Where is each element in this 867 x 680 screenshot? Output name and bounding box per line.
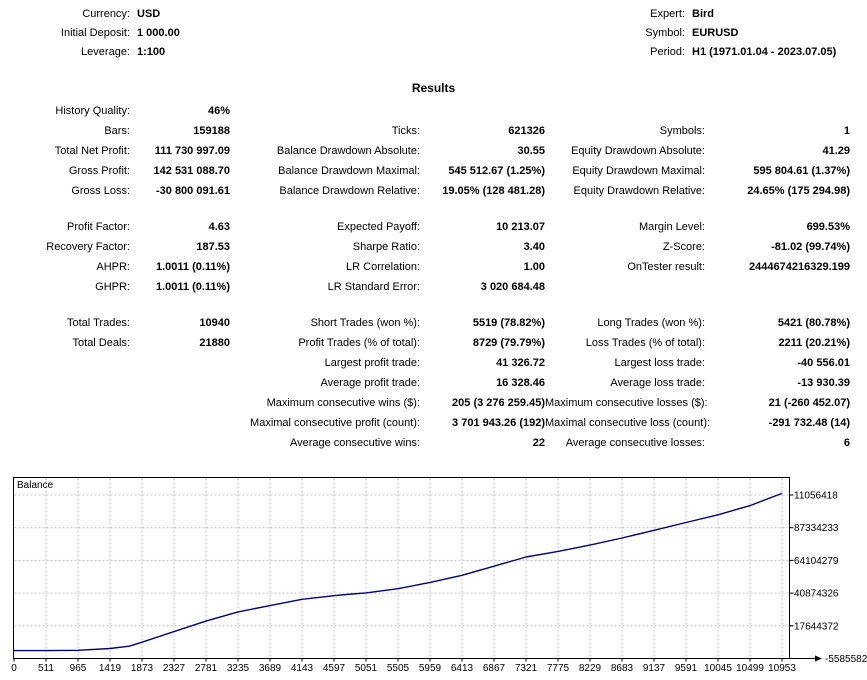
stat-value: 22 [532, 437, 545, 449]
x-axis-label: 10045 [704, 663, 732, 674]
header-row [0, 42, 180, 61]
stat-label: Equity Drawdown Relative: [573, 185, 705, 197]
stat-label: Average profit trade: [320, 377, 420, 389]
stat-label: Maximum consecutive losses ($): [545, 397, 708, 409]
header-row [600, 4, 836, 23]
stat-group [0, 101, 850, 201]
stat-label: Average loss trade: [610, 377, 705, 389]
stat-value: 3 020 684.48 [480, 281, 545, 293]
header-label: Symbol: [645, 26, 685, 39]
stat-value: 8729 (79.79%) [472, 337, 545, 349]
header-label: Leverage: [81, 45, 130, 58]
stat-value: 21 (-260 452.07) [768, 397, 850, 409]
header-value: EURUSD [692, 26, 739, 39]
stat-value: 3 701 943.26 (192) [452, 417, 545, 429]
stat-value: 21880 [199, 337, 230, 349]
stat-value: 1.0011 (0.11%) [155, 281, 230, 293]
stat-label: Total Net Profit: [54, 145, 130, 157]
stat-label: OnTester result: [627, 261, 705, 273]
stat-label: Average consecutive losses: [565, 437, 705, 449]
stat-value: 5421 (80.78%) [777, 317, 850, 329]
stat-value: -30 800 091.61 [155, 185, 230, 197]
stat-row [0, 277, 850, 297]
x-axis-label: 8683 [610, 663, 634, 674]
y-axis-label-min: -5585582 [825, 654, 867, 665]
stat-row [0, 353, 850, 373]
stat-value: 205 (3 276 259.45) [452, 397, 545, 409]
stat-row [0, 217, 850, 237]
stat-label: Profit Trades (% of total): [298, 337, 420, 349]
stat-row [0, 393, 850, 413]
header-label: Period: [650, 45, 685, 58]
stat-row [0, 257, 850, 277]
x-axis-label: 0 [11, 663, 17, 674]
stat-label: Bars: [104, 125, 130, 137]
stat-value: 142 531 088.70 [153, 165, 230, 177]
stat-value: 3.40 [523, 241, 545, 253]
stat-label: Z-Score: [662, 241, 705, 253]
stat-label: Long Trades (won %): [597, 317, 705, 329]
stat-value: 1.00 [523, 261, 545, 273]
stat-value: 2211 (20.21%) [778, 337, 850, 349]
stat-row [0, 101, 850, 121]
stat-value: 30.55 [517, 145, 545, 157]
stat-row [0, 181, 850, 201]
stat-row [0, 333, 850, 353]
stat-label: Gross Profit: [68, 165, 130, 177]
stat-label: Gross Loss: [71, 185, 130, 197]
y-axis-label: 87334233 [794, 523, 839, 535]
stat-row [0, 237, 850, 257]
stat-value: 10940 [199, 317, 230, 329]
stat-label: Maximum consecutive wins ($): [266, 397, 420, 409]
stat-value: 5519 (78.82%) [472, 317, 545, 329]
stat-label: Recovery Factor: [46, 241, 130, 253]
chart-title: Balance [17, 480, 54, 491]
stat-value: 159188 [193, 125, 230, 137]
stat-value: -40 556.01 [797, 357, 850, 369]
stat-label: Maximal consecutive profit (count): [250, 417, 420, 429]
stat-label: LR Standard Error: [327, 281, 420, 293]
stat-label: Largest profit trade: [324, 357, 420, 369]
stat-row [0, 141, 850, 161]
y-axis-label: 64104279 [794, 555, 839, 567]
stat-label: GHPR: [95, 281, 130, 293]
stat-label: Average consecutive wins: [289, 437, 420, 449]
stat-value: 545 512.67 (1.25%) [448, 165, 545, 177]
stat-label: Total Deals: [72, 337, 130, 349]
x-axis-label: 10953 [768, 663, 796, 674]
header-label: Initial Deposit: [60, 26, 130, 39]
header-value: USD [137, 7, 161, 20]
x-axis-label: 4143 [290, 663, 314, 674]
x-axis-label: 7775 [546, 663, 570, 674]
stat-value: 621326 [508, 125, 545, 137]
x-axis-label: 10499 [736, 663, 764, 674]
x-axis-label: 8229 [578, 663, 602, 674]
stat-row [0, 373, 850, 393]
stat-value: 1.0011 (0.11%) [155, 261, 230, 273]
stat-value: -13 930.39 [797, 377, 850, 389]
stat-label: Expected Payoff: [337, 221, 420, 233]
stat-label: Balance Drawdown Relative: [279, 185, 420, 197]
x-axis-label: 511 [38, 663, 54, 674]
stat-value: 41 326.72 [496, 357, 545, 369]
stat-value: 19.05% (128 481.28) [442, 185, 545, 197]
stats-grid [0, 101, 850, 469]
x-axis-label: 9137 [642, 663, 666, 674]
x-axis-label: 6867 [482, 663, 506, 674]
stat-label: LR Correlation: [346, 261, 420, 273]
x-axis-arrow-icon [815, 656, 822, 662]
stat-value: 2444674216329.199 [749, 261, 850, 273]
stat-label: AHPR: [96, 261, 130, 273]
header-value: H1 (1971.01.04 - 2023.07.05) [692, 45, 837, 58]
stat-label: Short Trades (won %): [310, 317, 420, 329]
header-label: Expert: [650, 7, 685, 20]
stat-value: 595 804.61 (1.37%) [753, 165, 850, 177]
x-axis-label: 3235 [226, 663, 250, 674]
stat-row [0, 121, 850, 141]
plot-border [14, 478, 790, 659]
stat-label: History Quality: [55, 105, 130, 117]
stat-value: 10 213.07 [496, 221, 545, 233]
balance-chart [0, 470, 867, 680]
stat-label: Total Trades: [67, 317, 130, 329]
x-axis-label: 5959 [418, 663, 442, 674]
header-row [0, 4, 180, 23]
stat-label: Balance Drawdown Maximal: [278, 165, 420, 177]
stat-label: Equity Drawdown Absolute: [571, 145, 705, 157]
header-summary-left [0, 4, 180, 61]
x-axis-label: 5505 [386, 663, 410, 674]
y-axis-label: 11056418 [794, 490, 838, 502]
stat-value: -291 732.48 (14) [768, 417, 850, 429]
stat-label: Margin Level: [638, 221, 705, 233]
x-axis-label: 1873 [130, 663, 154, 674]
header-value: Bird [692, 7, 714, 20]
stat-label: Ticks: [391, 125, 420, 137]
header-label: Currency: [82, 7, 130, 20]
stat-value: 16 328.46 [496, 377, 545, 389]
stat-row [0, 433, 850, 453]
header-summary-right [600, 4, 836, 61]
header-value: 1 000.00 [137, 26, 180, 39]
x-axis-label: 9591 [674, 663, 698, 674]
x-axis-label: 6413 [450, 663, 474, 674]
stat-value: 111 730 997.09 [154, 145, 230, 157]
stat-label: Profit Factor: [67, 221, 130, 233]
stat-value: -81.02 (99.74%) [771, 241, 850, 253]
y-axis-label: 17644372 [794, 621, 839, 633]
x-axis-label: 2327 [162, 663, 186, 674]
stat-group [0, 313, 850, 453]
stat-value: 699.53% [806, 221, 850, 233]
stat-label: Loss Trades (% of total): [585, 337, 705, 349]
header-value: 1:100 [137, 45, 166, 58]
x-axis-label: 2781 [194, 663, 218, 674]
stat-value: 24.65% (175 294.98) [747, 185, 850, 197]
stat-value: 4.63 [208, 221, 230, 233]
stat-value: 1 [843, 125, 850, 137]
stat-label: Symbols: [659, 125, 705, 137]
x-axis-label: 7321 [514, 663, 538, 674]
y-axis-label: 40874326 [794, 588, 839, 600]
x-axis-label: 4597 [322, 663, 346, 674]
stat-value: 46% [207, 105, 230, 117]
stat-label: Sharpe Ratio: [352, 241, 420, 253]
stat-label: Balance Drawdown Absolute: [276, 145, 420, 157]
stat-value: 6 [843, 437, 850, 449]
x-axis-label: 5051 [354, 663, 378, 674]
stat-label: Equity Drawdown Maximal: [572, 165, 705, 177]
stat-label: Largest loss trade: [614, 357, 705, 369]
x-axis-label: 1419 [98, 663, 122, 674]
stat-label: Maximal consecutive loss (count): [545, 417, 711, 429]
header-row [600, 23, 836, 42]
stat-group [0, 217, 850, 297]
x-axis-label: 965 [69, 663, 87, 674]
stat-value: 187.53 [196, 241, 230, 253]
results-title: Results [411, 81, 456, 95]
header-row [600, 42, 836, 61]
header-row [0, 23, 180, 42]
x-axis-label: 3689 [258, 663, 282, 674]
stat-row [0, 313, 850, 333]
stat-row [0, 161, 850, 181]
stat-row [0, 413, 850, 433]
stat-value: 41.29 [822, 145, 850, 157]
